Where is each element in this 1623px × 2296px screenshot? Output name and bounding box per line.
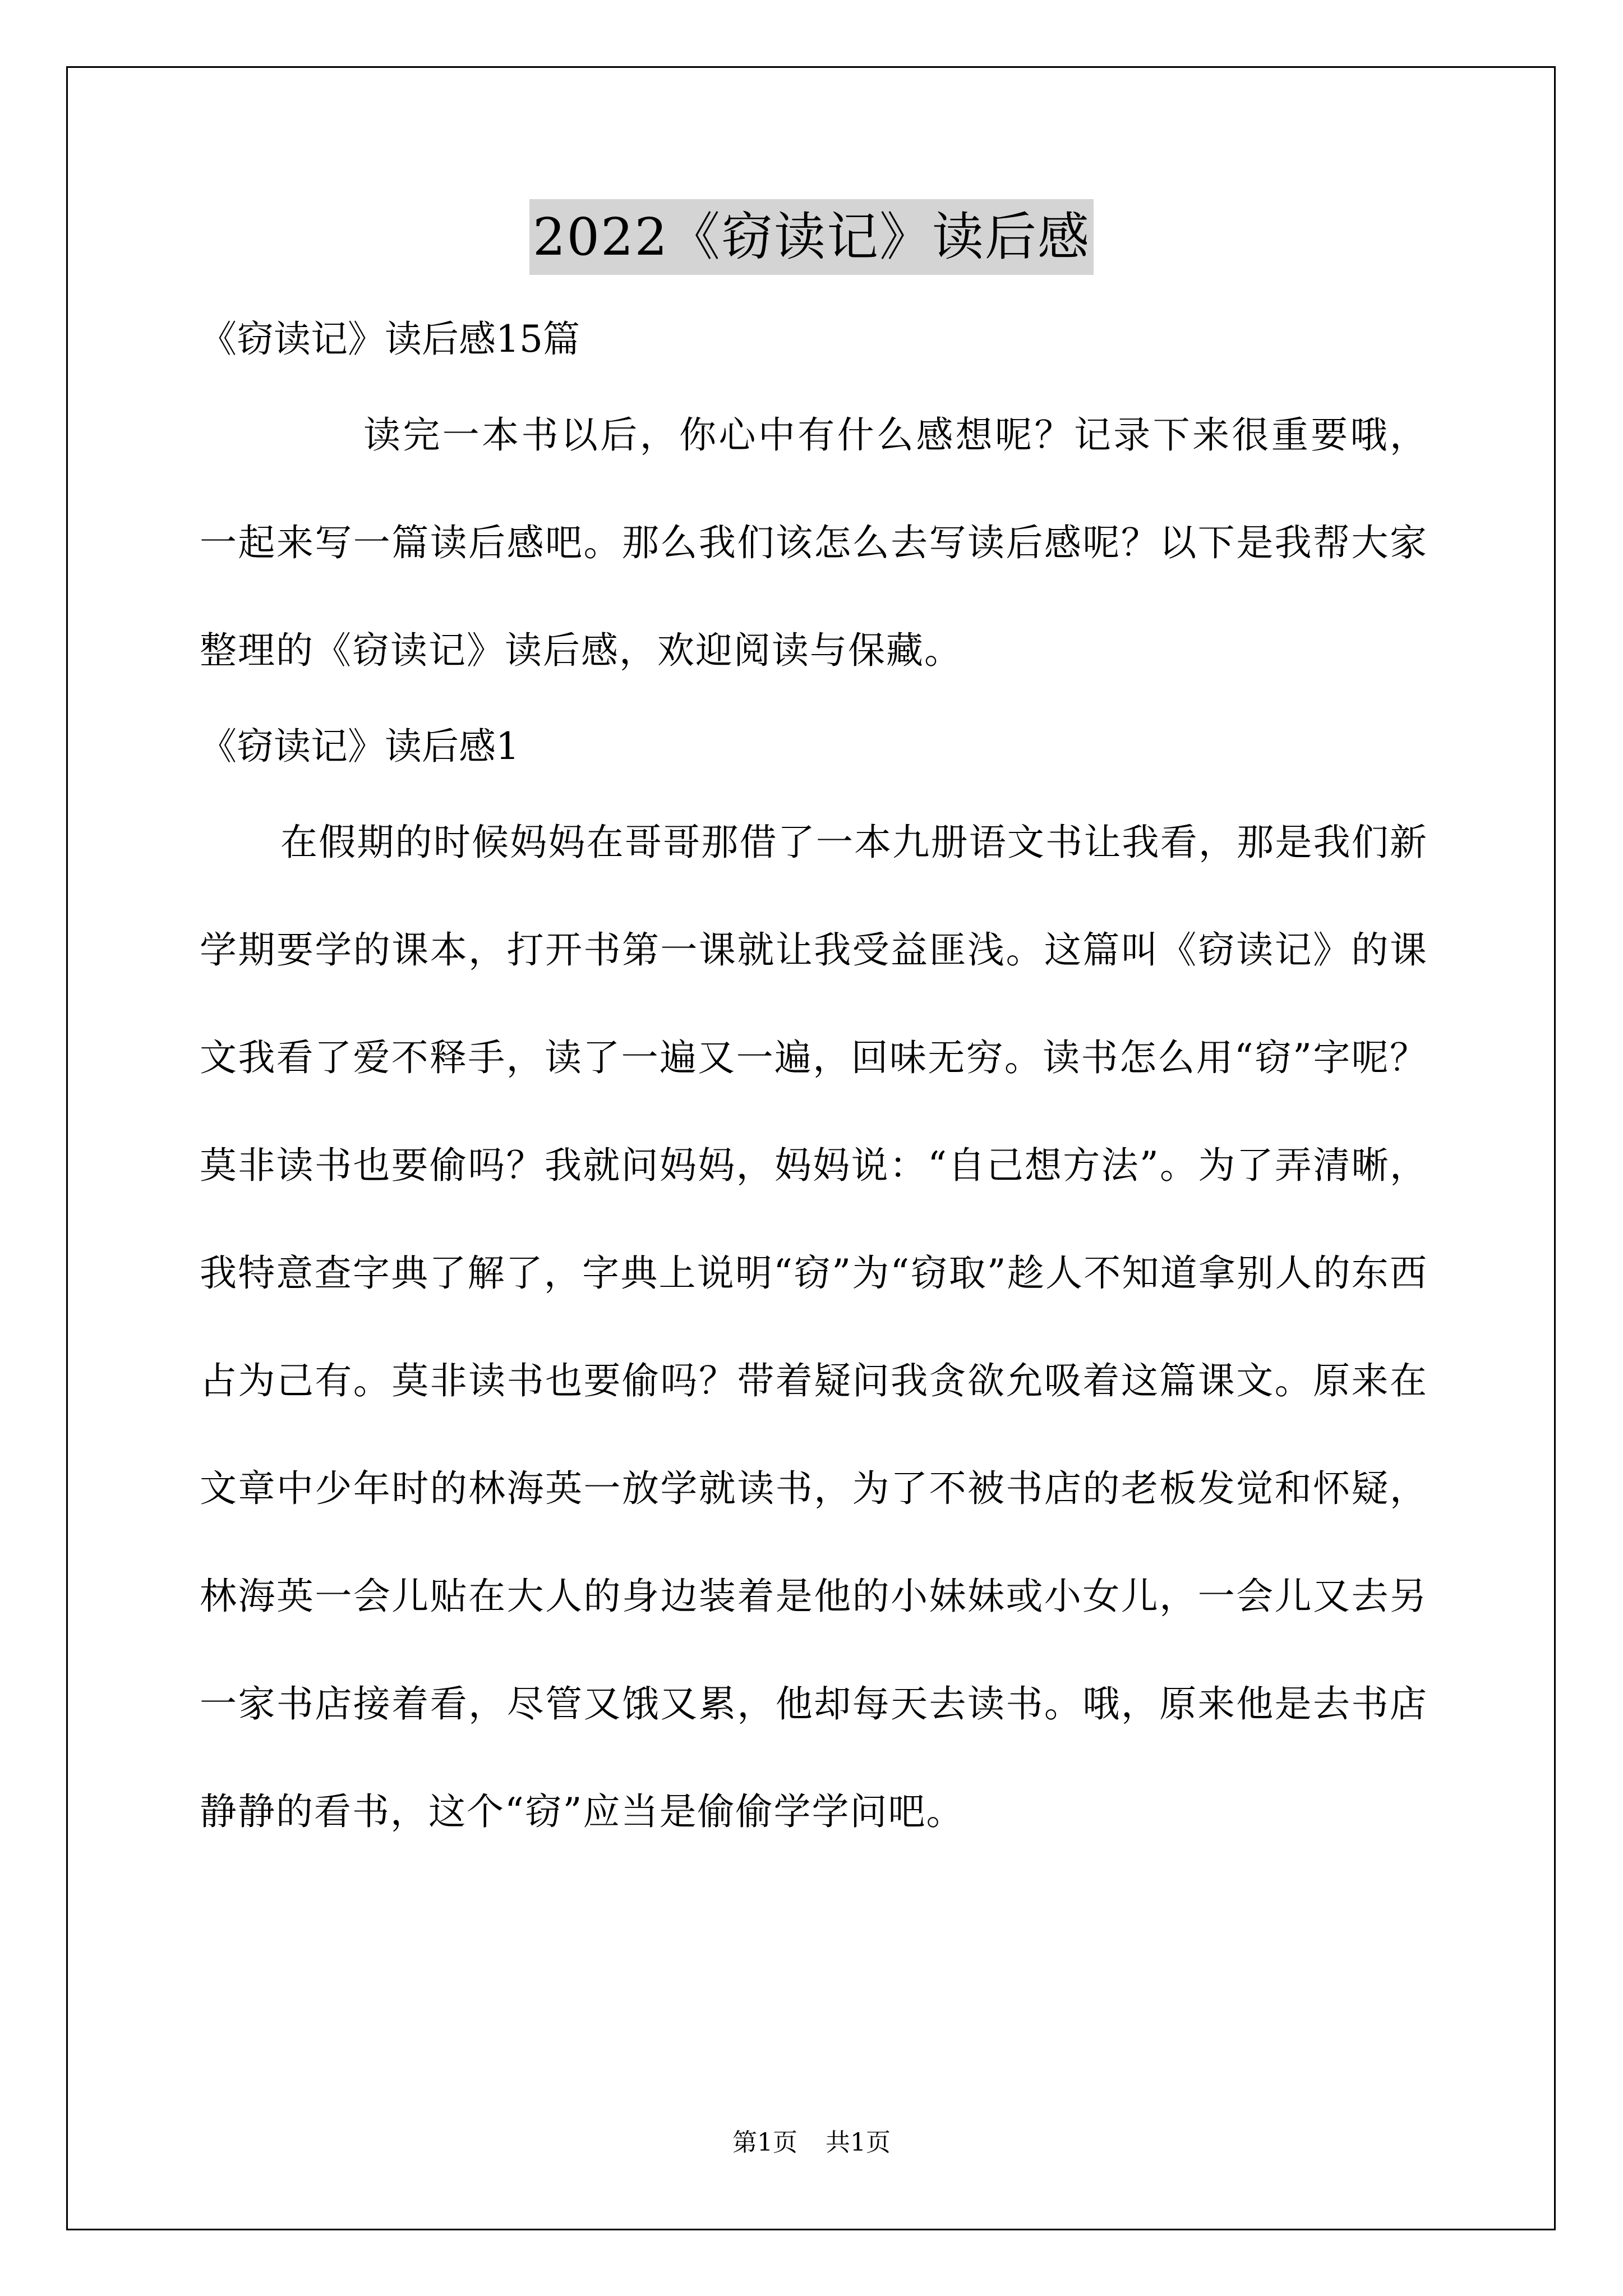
page-number: 第1页 <box>732 2128 797 2157</box>
page-footer <box>0 2126 1623 2160</box>
intro-paragraph: 读完一本书以后，你心中有什么感想呢？记录下来很重要哦，一起来写一篇读后感吧。那么我们该怎么去写读后感呢？以下是我帮大家整理的《窃读记》读后感，欢迎阅读与保藏。 <box>200 413 1428 672</box>
document-title: 2022《窃读记》读后感 <box>529 199 1094 275</box>
document-subtitle: 《窃读记》读后感15篇 <box>200 318 580 361</box>
title-container <box>0 199 1623 275</box>
body-paragraph: 在假期的时候妈妈在哥哥那借了一本九册语文书让我看，那是我们新学期要学的课本，打开书第一课就让我受益匪浅。这篇叫《窃读记》的课文我看了爱不释手，读了一遍又一遍，回味无穷。读书怎么用“窃”字呢？莫非读书也要偷吗？我就问妈妈，妈妈说：“自己想方法”。为了弄清晰，我特意查字典了解了，字典上说明“窃”为“窃取”趁人不知道拿别人的东西占为己有。莫非读书也要偷吗？带着疑问我贪欲允吸着这篇课文。原来在文章中少年时的林海英一放学就读书，为了不被书店的老板发觉和怀疑，林海英一会儿贴在大人的身边装着是他的小妹妹或小女儿，一会儿又去另一家书店接着看，尽管又饿又累，他却每天去读书。哦，原来他是去书店静静的看书，这个“窃”应当是偷偷学学问吧。 <box>200 821 1428 1833</box>
document-body <box>200 297 1428 1866</box>
section-heading: 《窃读记》读后感1 <box>200 725 519 768</box>
page-total: 共1页 <box>826 2128 891 2157</box>
